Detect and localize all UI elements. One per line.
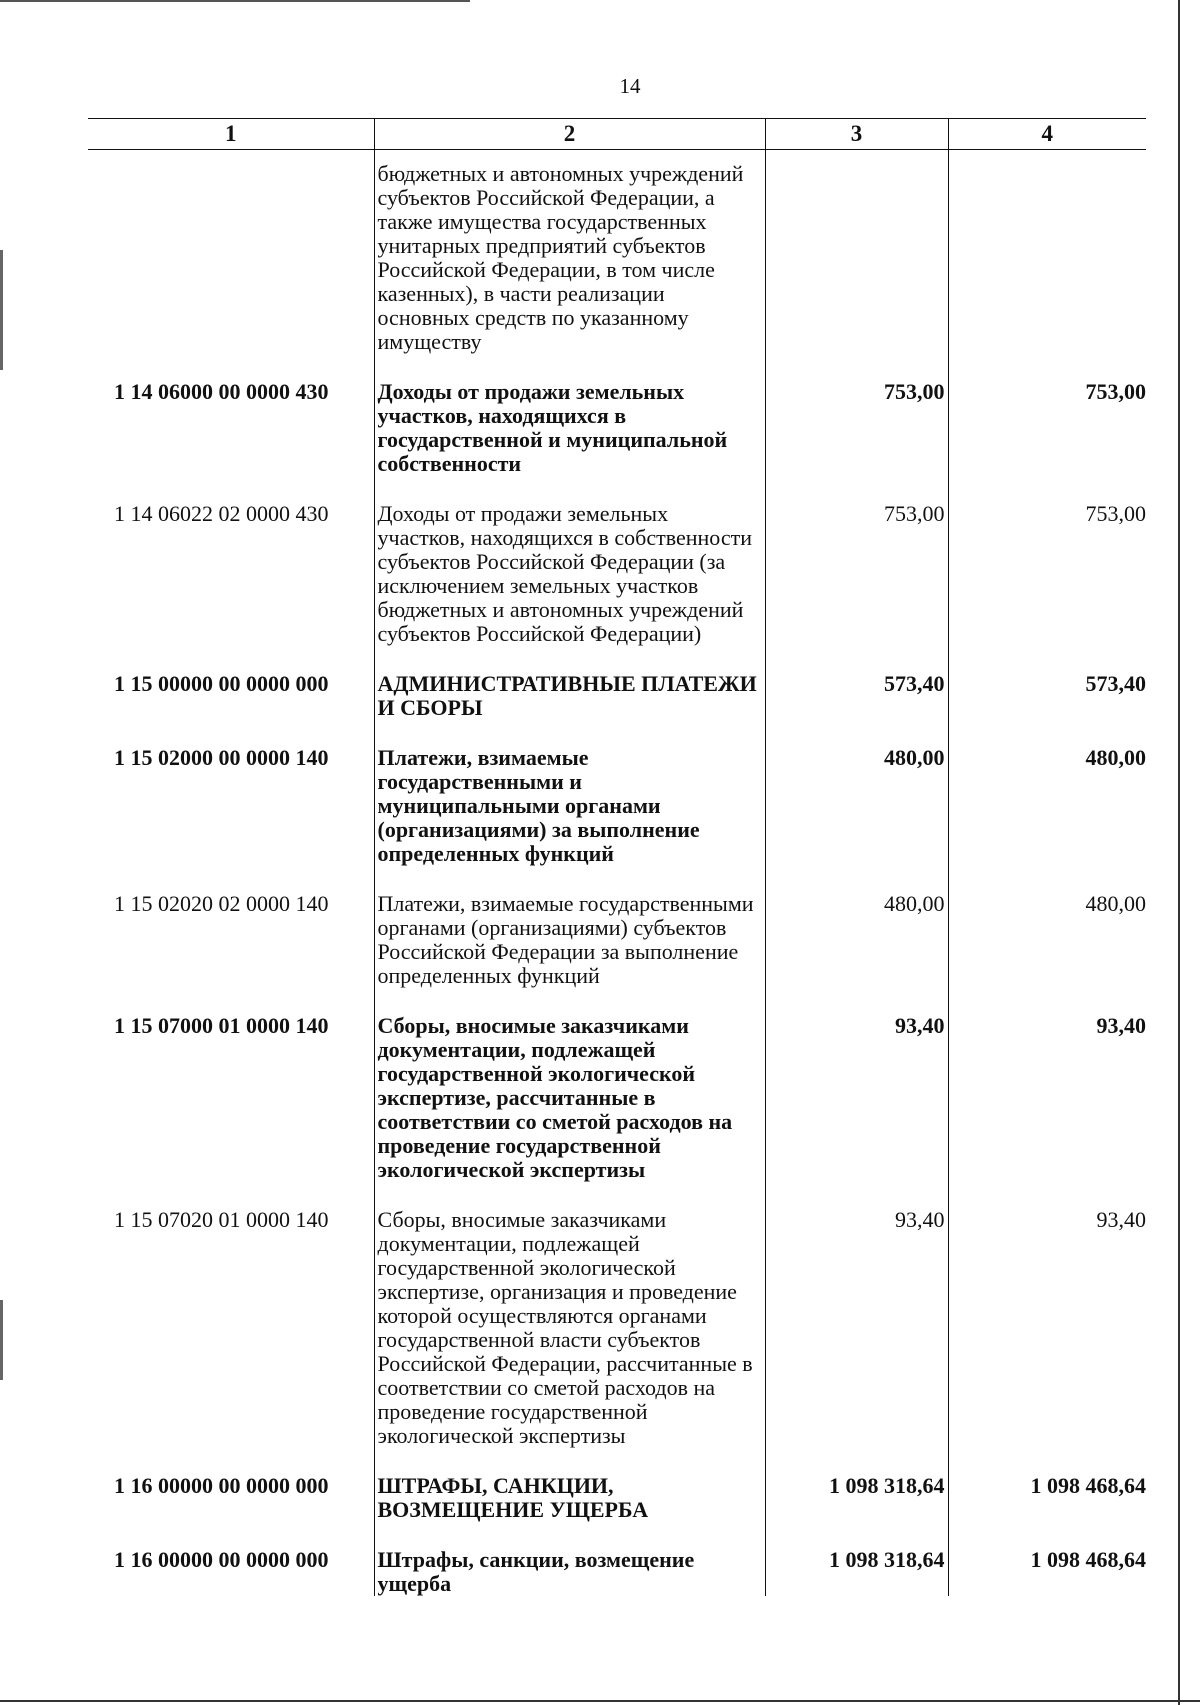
table-row (88, 746, 1146, 892)
amount-column-3: 93,40 (765, 1014, 948, 1208)
amount-column-4: 480,00 (948, 892, 1146, 1014)
revenue-code: 1 14 06000 00 0000 430 (114, 379, 329, 404)
scan-edge-line (0, 0, 470, 2)
table-row (88, 1474, 1146, 1548)
revenue-code: 1 15 07000 01 0000 140 (114, 1013, 329, 1038)
amount-column-4: 480,00 (948, 746, 1146, 892)
revenue-code: 1 16 00000 00 0000 000 (114, 1547, 329, 1572)
revenue-code: 1 15 02000 00 0000 140 (114, 745, 329, 770)
table-body (88, 150, 1146, 1597)
revenue-code: 1 15 02020 02 0000 140 (114, 891, 329, 916)
revenue-description: АДМИНИСТРАТИВНЫЕ ПЛАТЕЖИ И СБОРЫ (374, 672, 765, 746)
amount-column-3: 753,00 (765, 380, 948, 502)
scan-edge-right (1178, 0, 1180, 1705)
amount-column-4: 93,40 (948, 1014, 1146, 1208)
revenue-description: Сборы, вносимые заказчиками документации, подлежащей государственной экологической экспертизе, рассчитанные в соответствии со сметой расходов на проведение государственной экологической экспертизы (374, 1014, 765, 1208)
table-row (88, 380, 1146, 502)
column-header-4: 4 (948, 119, 1146, 150)
table-row (88, 672, 1146, 746)
revenue-code: 1 14 06022 02 0000 430 (114, 501, 329, 526)
amount-column-4: 753,00 (948, 380, 1146, 502)
amount-column-4: 1 098 468,64 (948, 1474, 1146, 1548)
page-number: 14 (619, 74, 641, 98)
amount-column-3: 93,40 (765, 1208, 948, 1474)
table-row (88, 892, 1146, 1014)
amount-column-3 (765, 150, 948, 381)
scan-mark (0, 250, 3, 370)
column-header-1: 1 (88, 119, 374, 150)
table-row (88, 1208, 1146, 1474)
revenue-code: 1 16 00000 00 0000 000 (114, 1473, 329, 1498)
revenue-code: 1 15 00000 00 0000 000 (114, 671, 329, 696)
budget-revenue-table (88, 118, 1146, 1596)
revenue-code: 1 15 07020 01 0000 140 (114, 1207, 329, 1232)
table-row (88, 1548, 1146, 1596)
amount-column-4 (948, 150, 1146, 381)
table-header-row (88, 119, 1146, 150)
revenue-description: Платежи, взимаемые государственными органами (организациями) субъектов Российской Федерации за выполнение определенных функций (374, 892, 765, 1014)
amount-column-4: 753,00 (948, 502, 1146, 672)
amount-column-3: 573,40 (765, 672, 948, 746)
revenue-description: Доходы от продажи земельных участков, находящихся в собственности субъектов Российской Федерации (за исключением земельных участков бюджетных и автономных учреждений субъектов Российской Федерации) (374, 502, 765, 672)
scan-edge-bottom (0, 1700, 1200, 1702)
revenue-description: Доходы от продажи земельных участков, находящихся в государственной и муниципальной собственности (374, 380, 765, 502)
amount-column-3: 480,00 (765, 746, 948, 892)
revenue-description: бюджетных и автономных учреждений субъектов Российской Федерации, а также имущества государственных унитарных предприятий субъектов Российской Федерации, в том числе казенных), в части реализации основных средств по указанному имуществу (374, 150, 765, 381)
revenue-description: ШТРАФЫ, САНКЦИИ, ВОЗМЕЩЕНИЕ УЩЕРБА (374, 1474, 765, 1548)
amount-column-4: 93,40 (948, 1208, 1146, 1474)
amount-column-3: 753,00 (765, 502, 948, 672)
table-row (88, 502, 1146, 672)
amount-column-3: 1 098 318,64 (765, 1474, 948, 1548)
amount-column-3: 1 098 318,64 (765, 1548, 948, 1596)
amount-column-4: 573,40 (948, 672, 1146, 746)
revenue-code (88, 150, 374, 381)
amount-column-4: 1 098 468,64 (948, 1548, 1146, 1596)
revenue-description: Штрафы, санкции, возмещение ущерба (374, 1548, 765, 1596)
column-header-2: 2 (374, 119, 765, 150)
revenue-description: Платежи, взимаемые государственными и муниципальными органами (организациями) за выполнение определенных функций (374, 746, 765, 892)
revenue-description: Сборы, вносимые заказчиками документации, подлежащей государственной экологической экспертизе, организация и проведение которой осуществляются органами государственной власти субъектов Российской Федерации, рассчитанные в соответствии со сметой расходов на проведение государственной экологической экспертизы (374, 1208, 765, 1474)
table-row (88, 150, 1146, 381)
scan-mark (0, 1300, 3, 1380)
table-row (88, 1014, 1146, 1208)
column-header-3: 3 (765, 119, 948, 150)
amount-column-3: 480,00 (765, 892, 948, 1014)
